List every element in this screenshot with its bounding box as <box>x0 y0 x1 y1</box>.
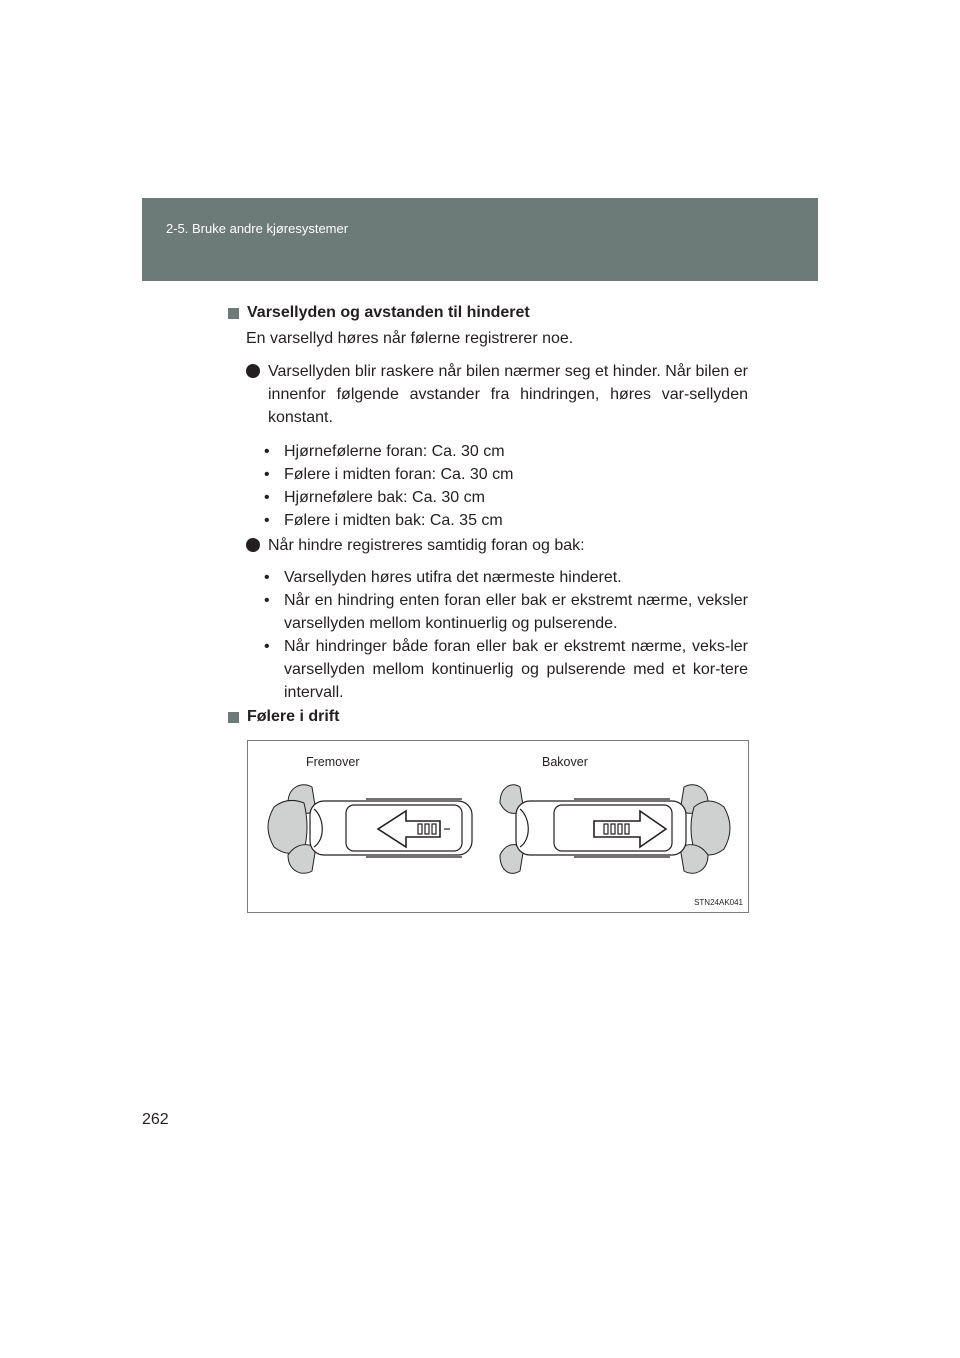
heading-warning-sound <box>228 304 530 322</box>
car-top-view-backward <box>516 799 686 857</box>
sub-item <box>264 635 748 704</box>
sensor-area-rear-right <box>680 785 730 874</box>
figure-code: STN24AK041 <box>694 898 743 907</box>
intro-paragraph: En varsellyd høres når følerne registrerer noe. <box>246 330 574 347</box>
sub-item <box>264 486 748 509</box>
car-top-view-forward <box>310 799 472 857</box>
sub-item-text: Varsellyden høres utifra det nærmeste hinderet. <box>284 569 622 586</box>
sub-item-text: Hjørnefølerne foran: Ca. 30 cm <box>284 443 505 460</box>
dot-bullet-icon: • <box>264 489 270 506</box>
square-bullet-icon <box>228 712 239 723</box>
sub-item <box>264 440 748 463</box>
label-backward: Bakover <box>542 755 588 769</box>
dot-bullet-icon: • <box>264 512 270 529</box>
sensor-operation-figure <box>247 740 749 913</box>
heading-text: Følere i drift <box>247 708 340 725</box>
sensor-area-front-left <box>268 785 316 874</box>
sub-item-text: Når hindringer både foran eller bak er ekstremt nærme, veks-ler varsellyden mellom kontinuerlig og pulserende med et kor-tere intervall. <box>284 638 748 701</box>
sub-item <box>264 463 748 486</box>
dot-bullet-icon: • <box>264 569 270 586</box>
dot-bullet-icon: • <box>264 443 270 460</box>
dot-bullet-icon: • <box>264 466 270 483</box>
dot-bullet-icon: • <box>264 592 270 609</box>
section-title: 2-5. Bruke andre kjøresystemer <box>166 221 349 236</box>
bullet-text: Når hindre registreres samtidig foran og bak: <box>268 537 585 554</box>
circle-bullet-icon <box>246 538 260 552</box>
bullet-item <box>246 360 748 429</box>
page-number: 262 <box>142 1111 169 1128</box>
sub-item <box>264 509 748 532</box>
bullet-text: Varsellyden blir raskere når bilen nærmer seg et hinder. Når bilen er innenfor følgende avstander fra hindringen, høres var-sellyden konstant. <box>268 363 748 426</box>
heading-sensors-operating <box>228 708 339 726</box>
bullet-item <box>246 534 748 557</box>
section-header-bar <box>142 198 818 281</box>
heading-text: Varsellyden og avstanden til hinderet <box>247 304 530 321</box>
dot-bullet-icon: • <box>264 638 270 655</box>
sub-item-text: Følere i midten foran: Ca. 30 cm <box>284 466 514 483</box>
square-bullet-icon <box>228 308 239 319</box>
circle-bullet-icon <box>246 364 260 378</box>
sub-item-text: Følere i midten bak: Ca. 35 cm <box>284 512 503 529</box>
sub-item-text: Hjørnefølere bak: Ca. 30 cm <box>284 489 485 506</box>
sub-item <box>264 589 748 635</box>
sub-item <box>264 566 748 589</box>
label-forward: Fremover <box>306 755 360 769</box>
sub-item-text: Når en hindring enten foran eller bak er ekstremt nærme, veksler varsellyden mellom kontinuerlig og pulserende. <box>284 592 748 632</box>
